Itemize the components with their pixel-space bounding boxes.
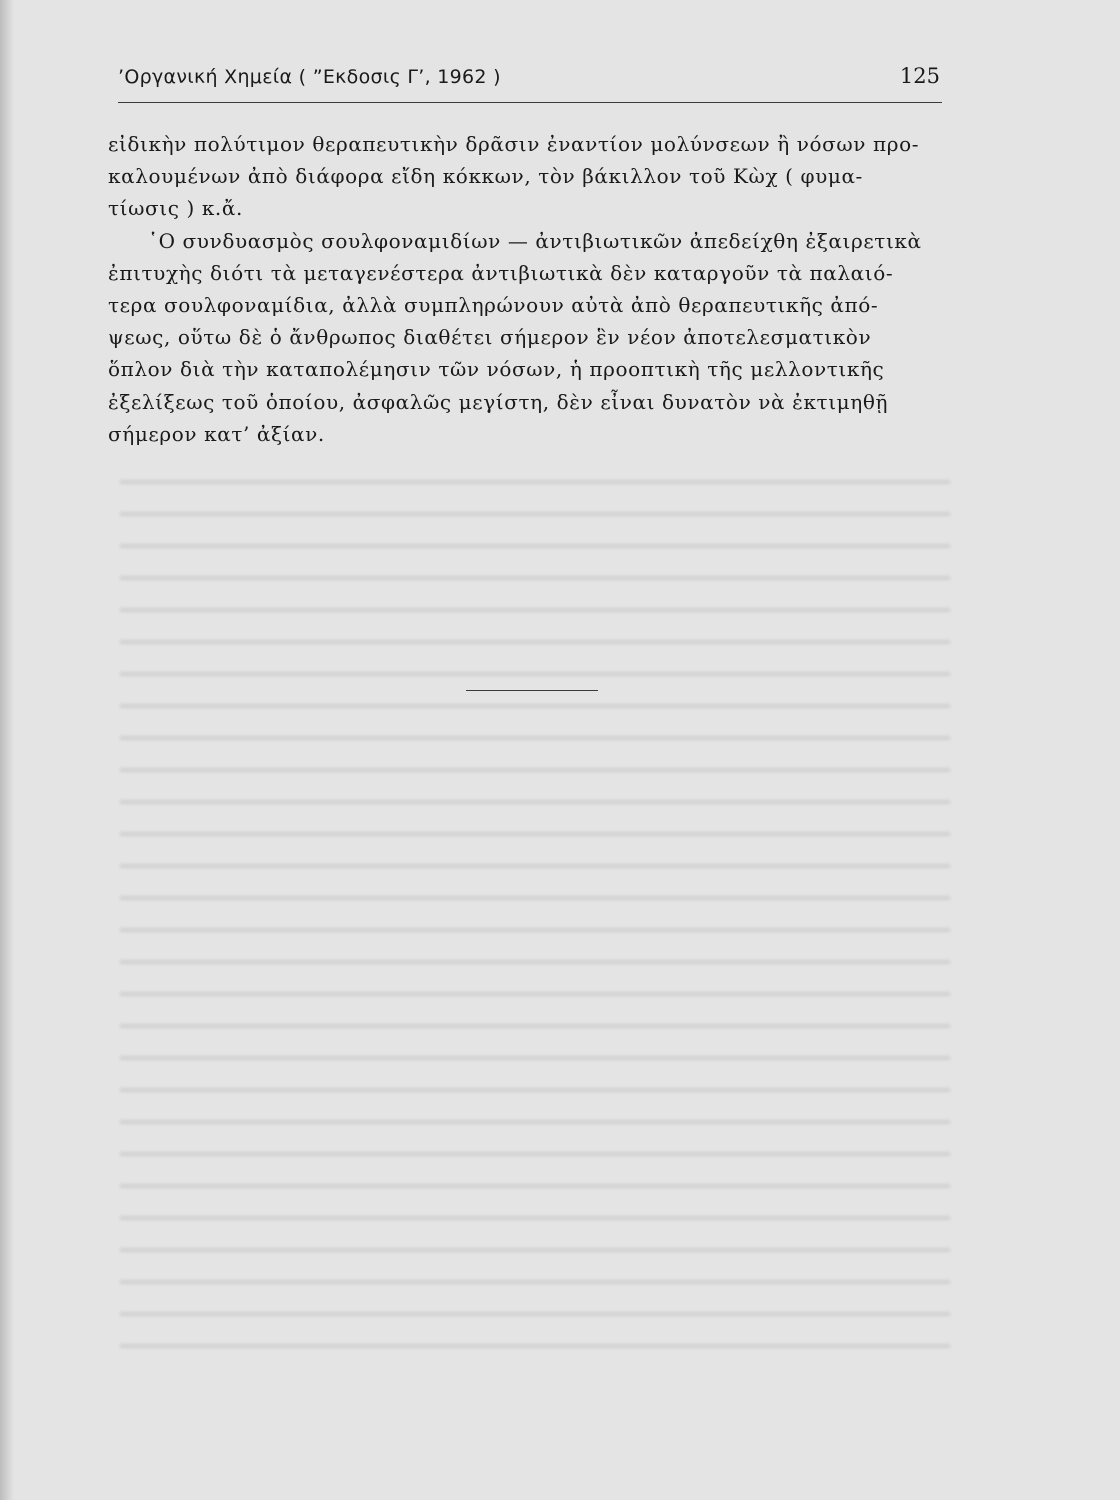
- page-edge-shadow: [0, 0, 14, 1500]
- page-number: 125: [899, 64, 940, 88]
- body-text: [108, 128, 946, 450]
- page-header: [118, 62, 942, 103]
- text-line: ψεως, οὕτω δὲ ὁ ἄνθρωπος διαθέτει σήμερον ἓν νέον ἀποτελεσματικὸν: [108, 325, 872, 350]
- text-line: ὅπλον διὰ τὴν καταπολέμησιν τῶν νόσων, ἡ προοπτικὴ τῆς μελλοντικῆς: [108, 357, 885, 382]
- paragraph-2: [108, 225, 946, 450]
- section-end-rule: [466, 690, 598, 691]
- text-line: καλουμένων ἀπὸ διάφορα εἴδη κόκκων, τὸν βάκιλλον τοῦ Κὼχ ( φυμα-: [108, 164, 863, 189]
- text-line: ῾Ο συνδυασμὸς σουλφοναμιδίων — ἀντιβιωτικῶν ἀπεδείχθη ἐξαιρετικὰ: [148, 228, 922, 253]
- bleed-through-text: [120, 460, 950, 1360]
- text-line: ἐξελίξεως τοῦ ὁποίου, ἀσφαλῶς μεγίστη, δὲν εἶναι δυνατὸν νὰ ἐκτιμηθῇ: [108, 389, 889, 414]
- text-line: εἰδικὴν πολύτιμον θεραπευτικὴν δρᾶσιν ἐναντίον μολύνσεων ἢ νόσων προ-: [108, 132, 920, 156]
- text-line: τίωσις ) κ.ἄ.: [108, 196, 243, 221]
- paragraph-1: [108, 128, 946, 225]
- text-line: ἐπιτυχὴς διότι τὰ μεταγενέστερα ἀντιβιωτικὰ δὲν καταργοῦν τὰ παλαιό-: [108, 260, 894, 285]
- running-head: ’Οργανική Χημεία ( ”Εκδοσις Γ’, 1962 ): [118, 66, 501, 88]
- text-line: σήμερον κατ’ ἀξίαν.: [108, 421, 325, 446]
- text-line: τερα σουλφοναμίδια, ἀλλὰ συμπληρώνουν αὐτὰ ἀπὸ θεραπευτικῆς ἀπό-: [108, 293, 879, 318]
